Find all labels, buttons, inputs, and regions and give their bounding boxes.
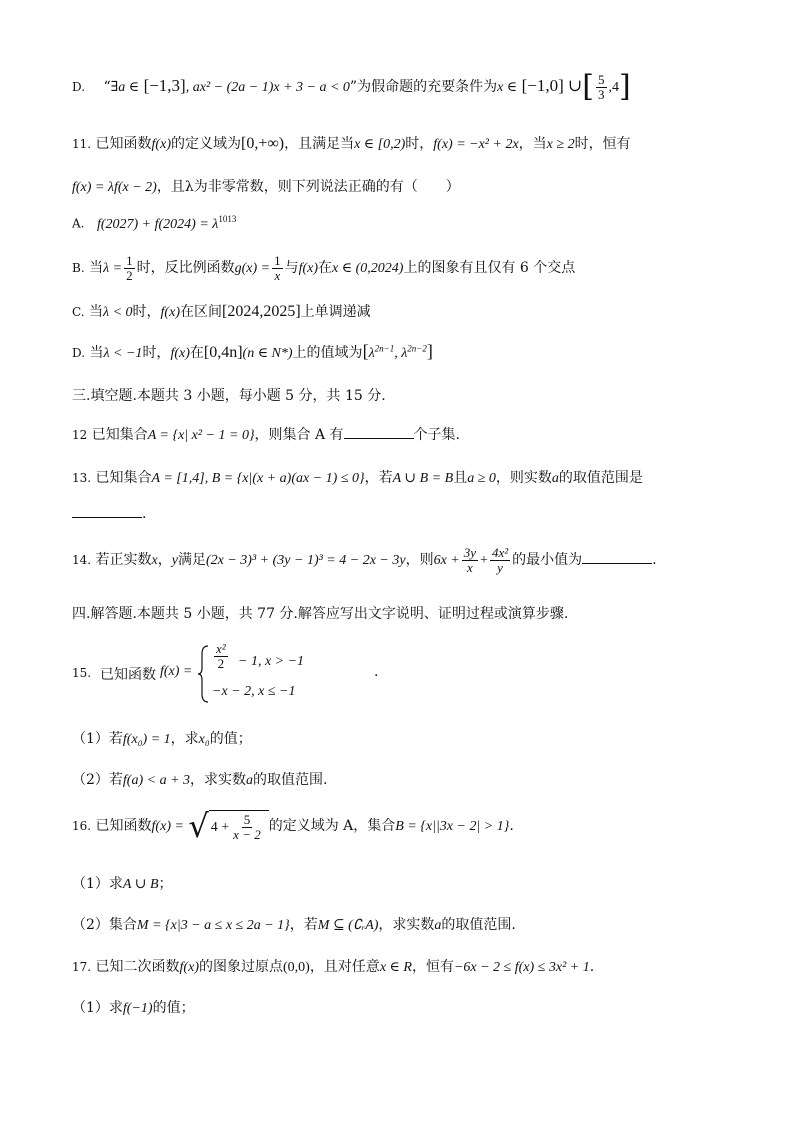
- text: 当: [89, 304, 104, 320]
- text: 若正实数: [95, 552, 152, 569]
- math-expr: f(x): [179, 960, 199, 975]
- open-quote: “: [103, 79, 111, 95]
- math-expr: x₀: [198, 732, 210, 747]
- square-root: √ 4 + $\frac{5}{x - 2}$: [188, 810, 268, 842]
- text: 的值；: [152, 1000, 195, 1016]
- option-label: D.: [72, 346, 86, 360]
- math-expr: a: [246, 773, 254, 788]
- text: 已知二次函数: [95, 959, 180, 975]
- fraction: $\frac{5}{3}$: [598, 71, 605, 102]
- math-expr: a: [551, 471, 559, 486]
- q11-line1: [72, 133, 631, 153]
- text: 的定义域为: [170, 136, 241, 152]
- left-brace: [196, 644, 210, 704]
- text: ，若: [289, 917, 318, 933]
- text: 当: [89, 345, 104, 361]
- text: 且: [453, 470, 468, 486]
- math-expr: (n ∈ N*): [242, 346, 293, 361]
- math-expr: [0,+∞): [240, 135, 285, 152]
- question-number: 17.: [72, 960, 92, 974]
- math-expr: λ < −1: [103, 346, 143, 361]
- math-expr: − 1, x > −1: [238, 654, 305, 669]
- q11-option-d: D. 当λ < −1时，f(x)在[0,4n](n ∈ N*)上的值域为[$\lambda^{2n-1}$, $\lambda^{2n-2}$]: [72, 341, 433, 361]
- text: 的定义域为 A，集合: [268, 818, 396, 834]
- text: 的取值范围.: [441, 917, 516, 933]
- math-expr: ∃a ∈: [110, 80, 140, 95]
- section-4-heading: [72, 603, 568, 623]
- q10-option-d: D. “∃a ∈ [−1,3], ax² − (2a − 1)x + 3 − a < 0”为假命题的充要条件为x ∈ [−1,0] ∪[ $\frac{5}{3}$ ,4]: [72, 69, 631, 104]
- math-expr: A = {x| x² − 1 = 0}: [147, 428, 255, 443]
- text: 时，反比例函数: [136, 260, 235, 277]
- text: 满足: [177, 552, 206, 569]
- text: .: [509, 818, 514, 834]
- option-label: D.: [72, 80, 86, 94]
- heading-text: 四.解答题.本题共 5 小题，共 77 分.解答应写出文字说明、证明过程或演算步骤.: [72, 606, 569, 622]
- math-expr: A = [1,4], B = {x|(x + a)(ax − 1) ≤ 0}: [151, 471, 365, 486]
- text: （2）若: [72, 772, 123, 788]
- math-expr: [2024,2025]: [221, 303, 301, 320]
- math-expr: x ∈ R: [379, 960, 412, 975]
- text: （2）集合: [72, 917, 137, 933]
- q17-part-1: [72, 997, 195, 1017]
- fraction: $\frac{\text{x²}}{2}$: [216, 641, 226, 671]
- math-expr: −x − 2, x ≤ −1: [212, 684, 296, 699]
- text: 在: [318, 260, 333, 277]
- q11-option-c: [72, 301, 371, 321]
- math-expr: x ∈ [0,2): [354, 137, 406, 152]
- text: ，求实数: [190, 772, 247, 788]
- exponent: 1013: [218, 214, 237, 224]
- math-expr: f(x): [298, 261, 319, 277]
- text: ，恒有: [411, 959, 454, 975]
- math-expr: x ∈ (0,2024): [332, 261, 404, 277]
- q15-part-1: [72, 728, 252, 748]
- text: ，当: [518, 136, 547, 152]
- text: ，则集合 A 有: [254, 427, 344, 443]
- q13-blank-line: [72, 506, 146, 522]
- math-expr: f(x): [170, 346, 190, 361]
- q12: [72, 424, 460, 444]
- q17: [72, 956, 594, 976]
- q11-line2: [72, 176, 460, 196]
- text: （1）求: [72, 876, 123, 892]
- text: 上的值域为: [292, 345, 363, 361]
- text: （1）求: [72, 1000, 123, 1016]
- q16-part-1: [72, 873, 173, 893]
- text: .: [652, 552, 657, 569]
- math-expr: λ < 0: [103, 305, 133, 320]
- text: ，且λ为非零常数，则下列说法正确的有（ ）: [156, 179, 460, 195]
- math-expr: f(−1): [122, 1001, 153, 1016]
- option-label: B.: [72, 261, 85, 276]
- math-expr: f(x) = −x² + 2x: [433, 137, 519, 152]
- math-expr: f(x): [160, 305, 180, 320]
- text: 已知函数: [95, 818, 152, 834]
- math-expr: [−1,3]: [143, 76, 186, 95]
- math-expr: A ∪ B: [122, 877, 159, 892]
- math-expr: x ∈: [497, 80, 518, 95]
- math-expr: f(x) =: [151, 819, 184, 834]
- math-expr: [0,4n]: [203, 344, 243, 361]
- q15: [72, 640, 722, 708]
- math-expr: M = {x|3 − a ≤ x ≤ 2a − 1}: [136, 918, 290, 933]
- fraction: $\frac{3y}{x}$: [463, 545, 477, 575]
- text: 的取值范围.: [253, 772, 328, 788]
- math-expr: a: [434, 918, 442, 933]
- math-expr: [−1,0] ∪: [521, 76, 583, 95]
- q11-option-b: [72, 254, 575, 282]
- math-expr: x: [151, 553, 158, 569]
- question-number: 14.: [72, 553, 92, 568]
- math-expr: a ≥ 0: [467, 471, 496, 486]
- math-expr: f(x): [151, 137, 171, 152]
- text: 的取值范围是: [558, 470, 643, 486]
- text: 的最小值为: [512, 552, 583, 569]
- text: ，求: [170, 731, 199, 747]
- math-expr: , λ: [394, 346, 408, 361]
- math-expr: x ≥ 2: [546, 137, 575, 152]
- text: ；: [158, 876, 173, 892]
- fraction: $\frac{1}{x}$: [274, 253, 281, 283]
- math-expr: y: [171, 553, 178, 569]
- math-expr: ,4: [608, 80, 619, 95]
- math-expr: B = {x||3x − 2| > 1}: [395, 819, 510, 834]
- text: 的值；: [209, 731, 252, 747]
- fraction: $\frac{\text{4x²}}{y}$: [491, 545, 509, 575]
- answer-blank[interactable]: [72, 517, 142, 518]
- math-expr: λ: [368, 346, 375, 361]
- heading-text: 三.填空题.本题共 3 小题，每小题 5 分，共 15 分.: [72, 388, 386, 404]
- q16-part-2: [72, 914, 516, 934]
- text: 时，: [142, 345, 171, 361]
- text: .: [142, 506, 147, 522]
- text: 在区间: [179, 304, 222, 320]
- q15-part-2: [72, 769, 327, 789]
- text: 已知函数: [100, 667, 156, 683]
- math-expr: f(a) < a + 3: [122, 773, 191, 788]
- answer-blank[interactable]: [582, 563, 652, 564]
- text: 当: [89, 260, 104, 277]
- q14: [72, 546, 657, 574]
- math-expr: λ =: [103, 261, 123, 277]
- text: 的图象过原点: [198, 959, 283, 975]
- answer-blank[interactable]: [344, 438, 414, 439]
- text: 个子集.: [413, 427, 461, 443]
- text: 上的图象有且仅有 6 个交点: [403, 260, 576, 277]
- close-quote: ”: [349, 79, 358, 95]
- text: 上单调递减: [300, 304, 371, 320]
- text: 为假命题的充要条件为: [357, 79, 498, 95]
- section-3-heading: [72, 385, 386, 405]
- question-number: 15.: [72, 666, 92, 680]
- math-expr: 6x +: [433, 553, 460, 569]
- text: （1）若: [72, 731, 123, 747]
- text: 时，: [405, 136, 434, 152]
- text: ，则实数: [495, 470, 552, 486]
- text: ，若: [364, 470, 393, 486]
- math-expr: f(x) =: [160, 664, 193, 679]
- text: 在: [189, 345, 204, 361]
- math-expr: (0,0): [282, 960, 310, 975]
- option-label: C.: [72, 305, 85, 319]
- text: ，且对任意: [309, 959, 380, 975]
- math-expr: M ⊆ (∁ᵣA): [317, 918, 379, 933]
- text: 时，恒有: [574, 136, 631, 152]
- math-expr: (2x − 3)³ + (3y − 1)³ = 4 − 2x − 3y: [205, 553, 406, 569]
- math-expr: f(x) = λf(x − 2): [72, 180, 157, 195]
- fraction: $\frac{1}{2}$: [126, 253, 133, 283]
- math-expr: , ax² − (2a − 1)x + 3 − a < 0: [185, 80, 350, 95]
- text: .: [589, 959, 595, 975]
- text: 时，: [132, 304, 161, 320]
- question-number: 16.: [72, 819, 92, 833]
- q11-option-a: [72, 214, 236, 233]
- math-expr: f(2027) + f(2024) = λ: [96, 216, 219, 232]
- text: ，则: [405, 552, 434, 569]
- question-number: 12: [72, 428, 88, 442]
- math-expr: −6x − 2 ≤ f(x) ≤ 3x² + 1: [453, 960, 590, 975]
- q16: [72, 807, 514, 845]
- math-expr: g(x) =: [234, 261, 271, 277]
- text: 已知函数: [95, 136, 152, 152]
- question-number: 11.: [72, 137, 92, 151]
- math-expr: +: [480, 553, 488, 569]
- math-expr: A ∪ B = B: [392, 471, 454, 486]
- text: 已知集合: [95, 470, 152, 486]
- text: .: [374, 664, 379, 680]
- text: 已知集合: [91, 427, 148, 443]
- text: 与: [284, 260, 299, 277]
- text: ，求实数: [378, 917, 435, 933]
- option-label: A.: [72, 216, 85, 231]
- question-number: 13.: [72, 471, 92, 485]
- text: ，: [157, 552, 172, 569]
- exponent: 2n−1: [374, 343, 395, 354]
- text: ，且满足当: [284, 136, 355, 152]
- math-expr: f(x₀) = 1: [122, 732, 171, 747]
- q13: [72, 467, 643, 487]
- exponent: 2n−2: [407, 343, 427, 354]
